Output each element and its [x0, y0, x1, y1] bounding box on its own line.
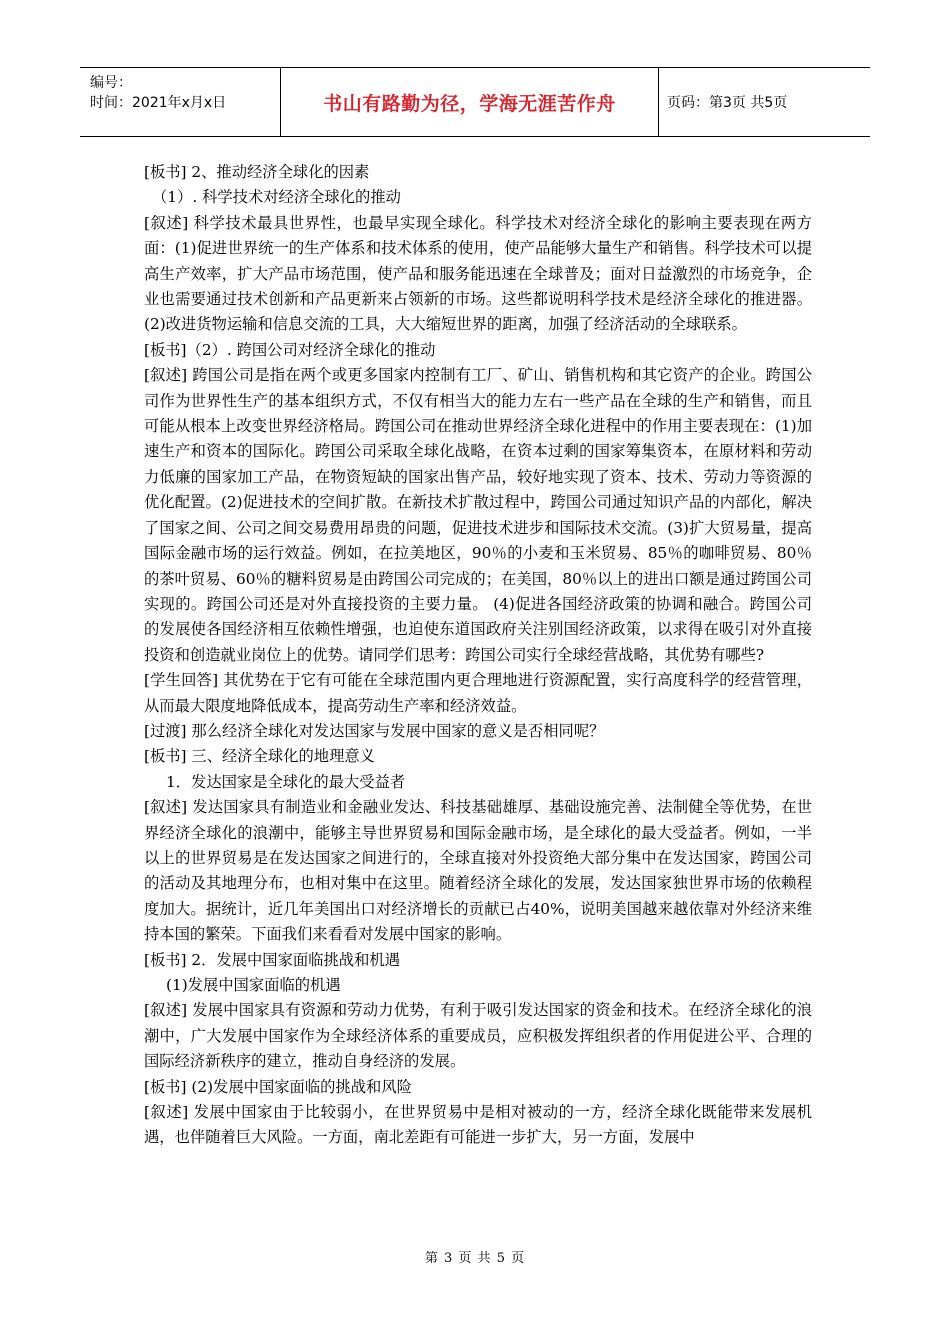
header-page-info: 页码：第3页 共5页 — [667, 95, 788, 111]
paragraph: [学生回答] 其优势在于它有可能在全球范围内更合理地进行资源配置，实行高度科学的经营管理，从而最大限度地降低成本，提高劳动生产率和经济效益。 — [144, 671, 812, 715]
paragraph: [叙述] 发展中国家由于比较弱小，在世界贸易中是相对被动的一方，经济全球化既能带来发展机遇，也伴随着巨大风险。一方面，南北差距有可能进一步扩大，另一方面，发展中 — [144, 1103, 812, 1147]
paragraph: （1）. 科学技术对经济全球化的推动 — [152, 188, 401, 207]
page-header — [80, 67, 870, 137]
paragraph: [叙述] 发达国家具有制造业和金融业发达、科技基础雄厚、基础设施完善、法制健全等优势，在世界经济全球化的浪潮中，能够主导世界贸易和国际金融市场，是全球化的最大受益者。例如，一半以上的世界贸易是在发达国家之间进行的，全球直接对外投资绝大部分集中在发达国家，跨国公司的活动及其地理分布，也相对集中在这里。随着经济全球化的发展，发达国家独世界市场的依赖程度加大。据统计，近几年美国出口对经济增长的贡献已占40%，说明美国越来越依靠对外经济来维持本国的繁荣。下面我们来看看对发展中国家的影响。 — [144, 798, 812, 944]
paragraph: (1)发展中国家面临的机遇 — [166, 976, 341, 994]
document-number-label: 编号： — [90, 75, 132, 91]
paragraph: [板书]（2）. 跨国公司对经济全球化的推动 — [144, 340, 436, 359]
page-footer: 第 3 页 共 5 页 — [424, 1251, 526, 1266]
paragraph: [叙述] 跨国公司是指在两个或更多国家内控制有工厂、矿山、销售机构和其它资产的企业。跨国公司作为世界性生产的基本组织方式，不仅有相当大的能力左右一些产品在全球的生产和销售，而且可能从根本上改变世界经济格局。跨国公司在推动世界经济全球化进程中的作用主要表现在：(1)加速生产和资本的国际化。跨国公司采取全球化战略，在资本过剩的国家筹集资本，在原材料和劳动力低廉的国家加工产品，在物资短缺的国家出售产品，较好地实现了资本、技术、劳动力等资源的优化配置。(2)促进技术的空间扩散。在新技术扩散过程中，跨国公司通过知识产品的内部化，解决了国家之间、公司之间交易费用昂贵的问题，促进技术进步和国际技术交流。(3)扩大贸易量，提高国际金融市场的运行效益。例如，在拉美地区，90％的小麦和玉米贸易、85％的咖啡贸易、80％的茶叶贸易、60％的糖料贸易是由跨国公司完成的；在美国，80％以上的进出口额是通过跨国公司实现的。跨国公司还是对外直接投资的主要力量。 (4)促进各国经济政策的协调和融合。跨国公司的发展使各国经济相互依赖性增强，也迫使东道国政府关注别国经济政策，以求得在吸引对外直接投资和创造就业岗位上的优势。请同学们思考：跨国公司实行全球经营战略，其优势有哪些? — [144, 366, 812, 664]
paragraph: [板书] 2、推动经济全球化的因素 — [144, 163, 370, 181]
paragraph: [叙述] 发展中国家具有资源和劳动力优势，有利于吸引发达国家的资金和技术。在经济全球化的浪潮中，广大发展中国家作为全球经济体系的重要成员，应积极发挥组织者的作用促进公平、合理的国际经济新秩序的建立，推动自身经济的发展。 — [144, 1001, 812, 1071]
paragraph: [板书] 2．发展中国家面临挑战和机遇 — [144, 950, 400, 969]
paragraph: [叙述] 科学技术最具世界性，也最早实现全球化。科学技术对经济全球化的影响主要表现在两方面：(1)促进世界统一的生产体系和技术体系的使用，使产品能够大量生产和销售。科学技术可以提高生产效率，扩大产品市场范围，使产品和服务能迅速在全球普及；面对日益激烈的市场竞争，企业也需要通过技术创新和产品更新来占领新的市场。这些都说明科学技术是经济全球化的推进器。(2)改进货物运输和信息交流的工具，大大缩短世界的距离，加强了经济活动的全球联系。 — [144, 213, 812, 334]
paragraph: [过渡] 那么经济全球化对发达国家与发展中国家的意义是否相同呢？ — [144, 721, 605, 740]
header-info — [90, 73, 275, 113]
paragraph: [板书] (2)发展中国家面临的挑战和风险 — [144, 1077, 412, 1096]
paragraph: [板书] 三、经济全球化的地理意义 — [144, 747, 375, 766]
document-body — [144, 160, 812, 1151]
header-divider — [658, 68, 659, 136]
header-motto: 书山有路勤为径，学海无涯苦作舟 — [323, 92, 616, 115]
document-date: 时间：2021年x月x日 — [90, 95, 227, 111]
paragraph: 1．发达国家是全球化的最大受益者 — [166, 772, 406, 791]
